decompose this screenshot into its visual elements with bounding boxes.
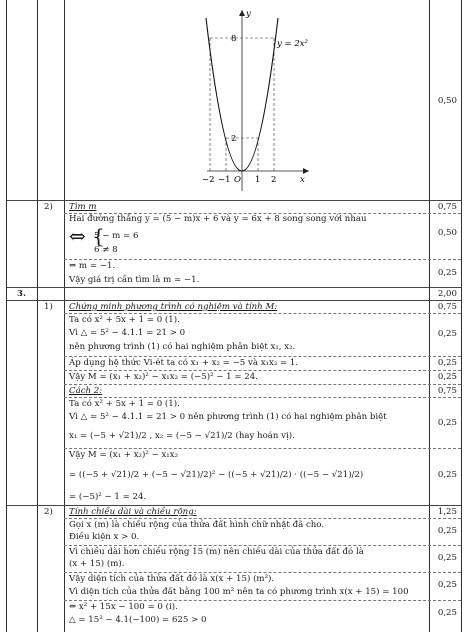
points: 0,25 xyxy=(437,580,457,590)
row-divider xyxy=(64,518,461,519)
y-tick-8: 8 xyxy=(231,34,237,44)
row-divider xyxy=(64,600,461,601)
method-title: Cách 2: xyxy=(69,386,103,396)
points: 0,50 xyxy=(437,228,457,238)
text-line: nên phương trình (1) có hai nghiệm phân biệt x₁, x₂. xyxy=(69,342,296,352)
text-line: Vì △ = 5² − 4.1.1 = 21 > 0 nên phương trình (1) có hai nghiệm phân biệt xyxy=(69,412,387,422)
origin-label: O xyxy=(234,175,241,185)
row-divider xyxy=(7,200,461,201)
y-tick-2: 2 xyxy=(231,134,237,144)
points-graph: 0,50 xyxy=(437,96,457,106)
row-divider xyxy=(64,384,461,385)
x-tick: −2 xyxy=(202,175,215,185)
row-divider xyxy=(64,572,461,573)
text-line: Vì diện tích của thửa đất bằng 100 m² nên ta có phương trình x(x + 15) = 100 xyxy=(69,587,409,597)
row-divider xyxy=(7,300,461,301)
text-line: Áp dụng hệ thức Vi-ét ta có x₁ + x₂ = −5 và x₁x₂ = 1. xyxy=(69,358,299,368)
points: 0,75 xyxy=(437,386,457,396)
row-divider xyxy=(64,370,461,371)
row-divider xyxy=(64,448,461,449)
text-line: (x + 15) (m). xyxy=(69,559,125,569)
function-label: y = 2x² xyxy=(277,39,308,49)
part-number: 2) xyxy=(44,507,53,517)
x-tick: −1 xyxy=(218,175,231,185)
points: 0,25 xyxy=(437,470,457,480)
text-line: Ta có x² + 5x + 1 = 0 (1). xyxy=(69,399,180,409)
text-line: ⇔ x² + 15x − 100 = 0 (i). xyxy=(69,602,178,612)
text-line: △ = 15² − 4.1(−100) = 625 > 0 xyxy=(69,615,207,625)
points: 0,75 xyxy=(437,302,457,312)
points: 2,00 xyxy=(437,289,457,299)
x-axis-label: x xyxy=(300,175,305,185)
grading-table: 8 2 y x O −2 −1 1 2 y = 2x² 0,50 2) Tìm m 0,75 Hai đường thẳng y = (5 − m)x + 6 và y = 6x + 8 song song với nhau ⇔ { 5 − m = 6 6 ≠ 8 0,50 ⇔ m = −1. Vậy giá trị cần tìm là m = −1. 0,25 3. 2,00 1) Chứng minh phương trình có nghiệm và tính M: 0,75 Ta có x² + 5x + 1 = 0 (1). Vì △ = 5² − 4.1.1 = 21 > 0 nên phương trình (1) có hai nghiệm phân biệt x₁, x₂. 0,25 Áp dụng hệ thức Vi-ét ta có x₁ + x₂ = −5 và x₁x₂ = 1. 0,25 Vậy M = (x₁ + x₂)² − x₁x₂ = (−5)² − 1 = 24. 0,25 Cách 2: 0,75 Ta có x² + 5x + 1 = 0 (1). Vì △ = 5² − 4.1.1 = 21 > 0 nên phương trình (1) có hai nghiệm phân biệt x₁ = (−5 + √21)/2 , x₂ = (−5 − √21)/2 (hay hoán vị). 0,25 Vậy M = (x₁ + x₂)² − x₁x₂ = ((−5 + √21)/2 + (−5 − √21)/2)² − ((−5 + √21)/2) · ((−5 − √21)/2) = (−5)² − 1 = 24. 0,25 2) Tính chiều dài và chiều rộng: 1,25 Gọi x (m) là chiều rộng của thửa đất hình chữ nhật đã cho. Điều kiện x > 0. 0,25 Vì chiều dài hơn chiều rộng 15 (m) nên chiều dài của thửa đất đó là (x + 15) (m). 0,25 Vậy diện tích của thửa đất đó là x(x + 15) (m²). Vì diện tích của thửa đất bằng 100 m² nên ta có phương trình x(x + 15) = 100 0,25 ⇔ x² + 15x − 100 = 0 (i). △ = 15² − 4.1(−100) = 625 > 0 0,25 xyxy=(6,0,462,632)
text-line: Ta có x² + 5x + 1 = 0 (1). xyxy=(69,315,180,325)
points: 0,25 xyxy=(437,418,457,428)
points: 0,25 xyxy=(437,358,457,368)
points: 0,25 xyxy=(437,526,457,536)
points: 0,25 xyxy=(437,608,457,618)
text-line: Vậy diện tích của thửa đất đó là x(x + 15) (m²). xyxy=(69,574,275,584)
question-number: 3. xyxy=(17,289,26,299)
row-divider xyxy=(64,397,461,398)
y-axis-label: y xyxy=(246,9,251,19)
text-line: Vậy M = (x₁ + x₂)² − x₁x₂ xyxy=(69,450,179,460)
col-divider xyxy=(64,0,65,632)
part-title: Tìm m xyxy=(69,202,97,212)
part-number: 1) xyxy=(44,302,53,312)
row-divider xyxy=(7,287,461,288)
row-divider xyxy=(64,356,461,357)
col-divider xyxy=(429,0,430,632)
points: 0,25 xyxy=(437,329,457,339)
points: 0,25 xyxy=(437,372,457,382)
x-tick: 1 xyxy=(255,175,261,185)
row-divider xyxy=(64,259,461,260)
text-line: Gọi x (m) là chiều rộng của thửa đất hình chữ nhật đã cho. xyxy=(69,520,325,530)
row-divider xyxy=(7,505,461,506)
part-title: Tính chiều dài và chiều rộng: xyxy=(69,507,197,517)
text-line: = (−5)² − 1 = 24. xyxy=(69,492,147,502)
text-line: Vậy M = (x₁ + x₂)² − x₁x₂ = (−5)² − 1 = 24. xyxy=(69,372,258,382)
text-line: Vì chiều dài hơn chiều rộng 15 (m) nên chiều dài của thửa đất đó là xyxy=(69,547,364,557)
row-divider xyxy=(64,313,461,314)
points: 0,25 xyxy=(437,268,457,278)
row-divider xyxy=(64,545,461,546)
text-line: x₁ = (−5 + √21)/2 , x₂ = (−5 − √21)/2 (hay hoán vị). xyxy=(69,431,295,441)
part-number: 2) xyxy=(44,202,53,212)
text-line: = ((−5 + √21)/2 + (−5 − √21)/2)² − ((−5 + √21)/2) · ((−5 − √21)/2) xyxy=(69,470,364,480)
points: 1,25 xyxy=(437,507,457,517)
points: 0,75 xyxy=(437,202,457,212)
text-line: Hai đường thẳng y = (5 − m)x + 6 và y = 6x + 8 song song với nhau xyxy=(69,214,367,224)
text-line: Vì △ = 5² − 4.1.1 = 21 > 0 xyxy=(69,328,186,338)
parabola-graph xyxy=(197,6,315,196)
text-line: Điều kiện x > 0. xyxy=(69,532,140,542)
x-tick: 2 xyxy=(271,175,277,185)
col-divider xyxy=(37,0,38,632)
part-title: Chứng minh phương trình có nghiệm và tính M: xyxy=(69,302,278,312)
points: 0,25 xyxy=(437,553,457,563)
text-line: ⇔ m = −1. xyxy=(69,261,116,271)
text-line: Vậy giá trị cần tìm là m = −1. xyxy=(69,275,200,285)
